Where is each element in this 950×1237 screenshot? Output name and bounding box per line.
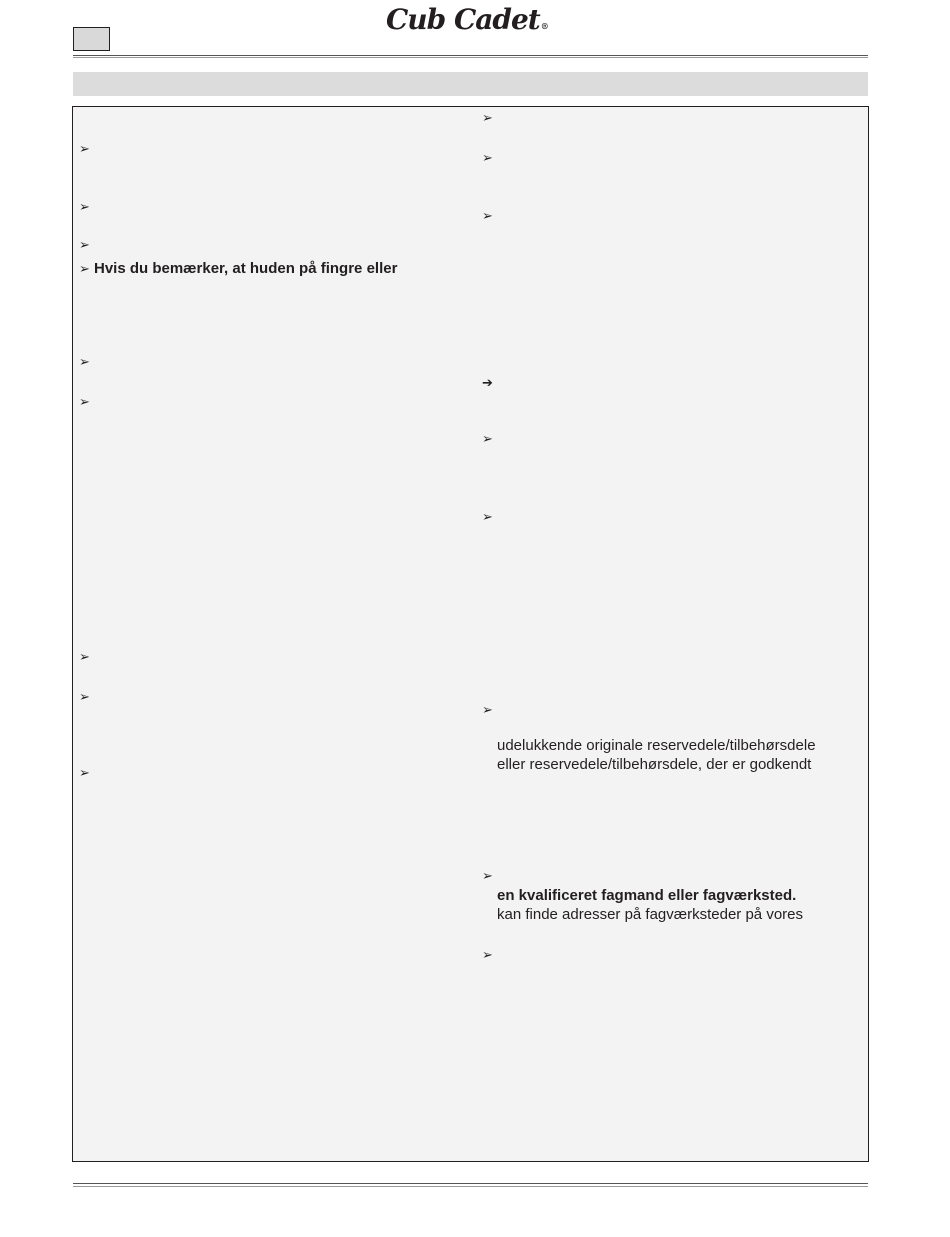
bullet-icon: ➢	[79, 765, 90, 780]
logo-text: Cub Cadet	[386, 3, 540, 36]
section-title-bar	[73, 72, 868, 96]
left-bold-line: Hvis du bemærker, at huden på fingre eller	[94, 260, 398, 277]
bullet-icon: ➢	[482, 431, 493, 446]
bullet-icon: ➢	[79, 261, 90, 276]
bullet-icon: ➢	[79, 649, 90, 664]
right-bold-line: en kvalificeret fagmand eller fagværksted.	[497, 887, 797, 904]
footer-rule-secondary	[73, 1186, 868, 1187]
header-rule	[73, 55, 868, 56]
registered-mark: ®	[540, 21, 548, 31]
page-number-box	[73, 27, 110, 51]
bullet-icon: ➢	[482, 947, 493, 962]
bullet-icon: ➢	[482, 702, 493, 717]
right-text-line-1: udelukkende originale reservedele/tilbehørsdele	[497, 737, 816, 754]
bullet-icon: ➢	[79, 141, 90, 156]
arrow-right-icon: ➔	[482, 375, 493, 390]
bullet-icon: ➢	[79, 689, 90, 704]
bullet-icon: ➢	[482, 208, 493, 223]
bullet-icon: ➢	[482, 110, 493, 125]
header-rule-secondary	[73, 57, 868, 58]
bullet-icon: ➢	[482, 150, 493, 165]
bullet-icon: ➢	[482, 868, 493, 883]
right-text-line-3: kan finde adresser på fagværksteder på vores	[497, 906, 803, 923]
footer-rule	[73, 1183, 868, 1184]
bullet-icon: ➢	[79, 237, 90, 252]
right-text-line-2: eller reservedele/tilbehørsdele, der er godkendt	[497, 756, 812, 773]
bullet-icon: ➢	[79, 199, 90, 214]
bullet-icon: ➢	[482, 509, 493, 524]
bullet-icon: ➢	[79, 394, 90, 409]
cub-cadet-logo	[386, 2, 548, 38]
bullet-icon: ➢	[79, 354, 90, 369]
